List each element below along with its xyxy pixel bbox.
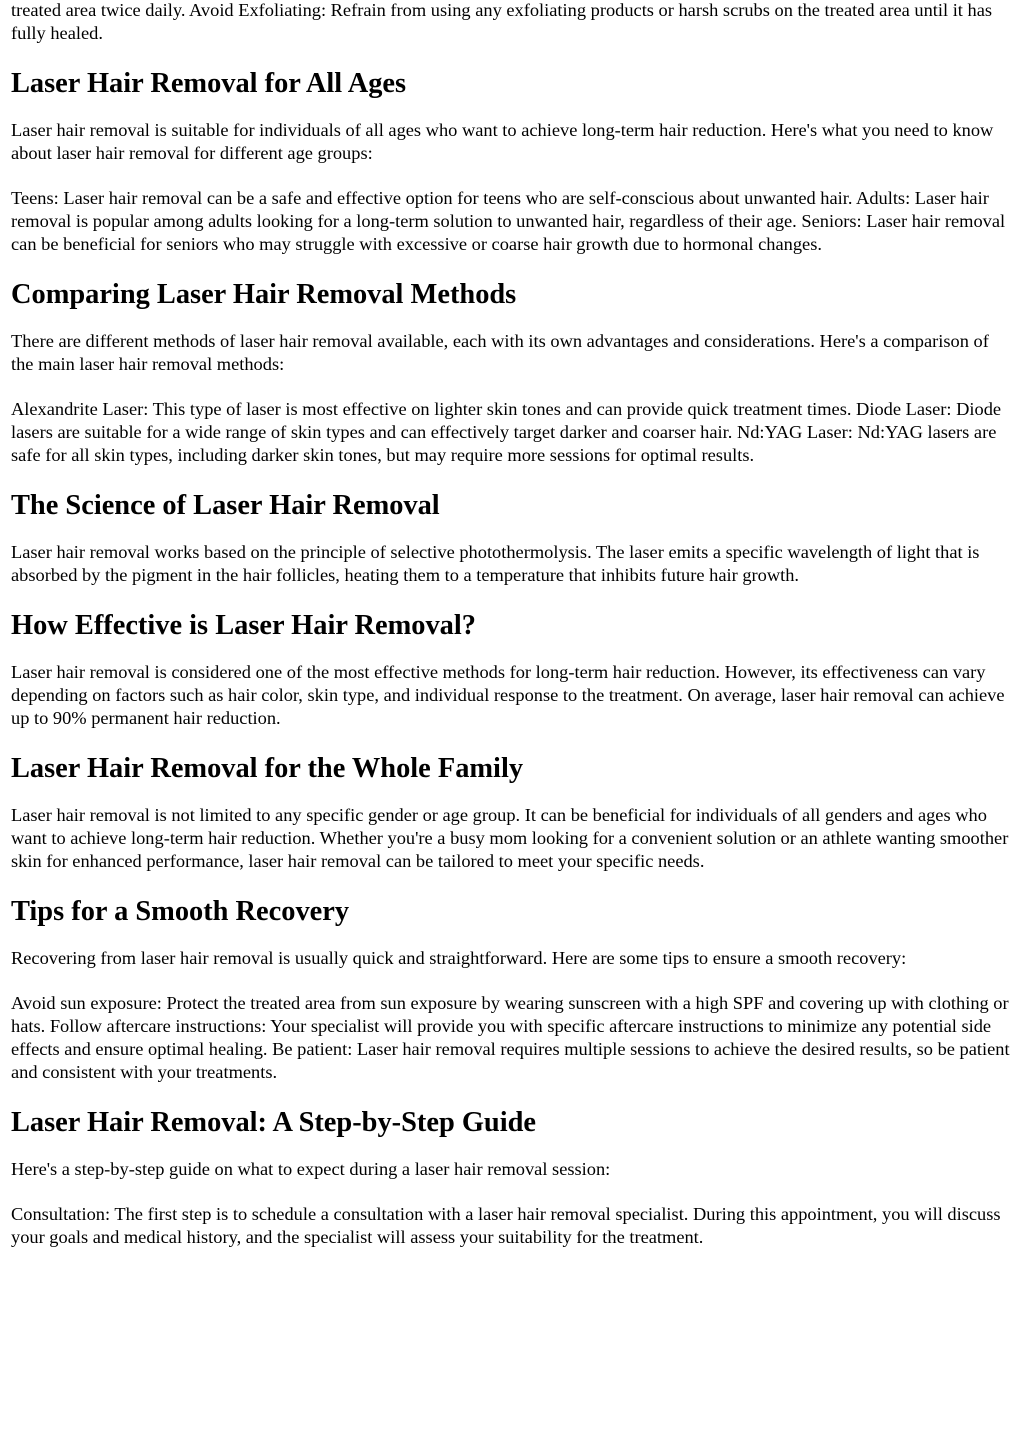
section-paragraph: Laser hair removal works based on the principle of selective photothermolysis. The laser emits a specific wavelength of light that is absorbed by the pigment in the hair follicles, heating them to a temperature that inhibits future hair growth. [11,542,980,585]
section-all-ages [11,67,1013,256]
section-science [11,489,1013,587]
section-effectiveness [11,609,1013,730]
section-whole-family [11,752,1013,873]
section-heading: How Effective is Laser Hair Removal? [11,610,476,641]
section-paragraph: Teens: Laser hair removal can be a safe and effective option for teens who are self-conscious about unwanted hair. Adults: Laser hair removal is popular among adults looking for a long-term solution to unwanted hair, regardless of their age. Seniors: Laser hair removal can be beneficial for seniors who may struggle with excessive or coarse hair growth due to hormonal changes. [11,188,1006,254]
section-heading: Laser Hair Removal: A Step-by-Step Guide [11,1107,536,1138]
section-paragraph: Consultation: The first step is to schedule a consultation with a laser hair removal specialist. During this appointment, you will discuss your goals and medical history, and the specialist will assess your suitability for the treatment. [11,1204,1001,1247]
section-recovery-tips [11,895,1013,1084]
section-step-by-step [11,1106,1013,1249]
intro-paragraph: treated area twice daily. Avoid Exfoliating: Refrain from using any exfoliating products or harsh scrubs on the treated area until it has fully healed. [11,0,993,43]
section-paragraph: Recovering from laser hair removal is usually quick and straightforward. Here are some tips to ensure a smooth recovery: [11,948,907,968]
section-paragraph: Alexandrite Laser: This type of laser is most effective on lighter skin tones and can provide quick treatment times. Diode Laser: Diode lasers are suitable for a wide range of skin types and can effectively target darker and coarser hair. Nd:YAG Laser: Nd:YAG lasers are safe for all skin types, including darker skin tones, but may require more sessions for optimal results. [11,399,1002,465]
section-heading: Comparing Laser Hair Removal Methods [11,279,517,310]
section-paragraph: Here's a step-by-step guide on what to expect during a laser hair removal session: [11,1159,611,1179]
section-heading: Laser Hair Removal for All Ages [11,68,407,99]
section-heading: Laser Hair Removal for the Whole Family [11,753,524,784]
section-paragraph: Laser hair removal is suitable for individuals of all ages who want to achieve long-term hair reduction. Here's what you need to know about laser hair removal for different age groups: [11,120,994,163]
section-comparing-methods [11,278,1013,467]
section-paragraph: Laser hair removal is not limited to any specific gender or age group. It can be beneficial for individuals of all genders and ages who want to achieve long-term hair reduction. Whether you're a busy mom looking for a convenient solution or an athlete wanting smoother skin for enhanced performance, laser hair removal can be tailored to meet your specific needs. [11,805,1009,871]
section-heading: The Science of Laser Hair Removal [11,490,440,521]
section-paragraph: There are different methods of laser hair removal available, each with its own advantages and considerations. Here's a comparison of the main laser hair removal methods: [11,331,989,374]
section-heading: Tips for a Smooth Recovery [11,896,350,927]
section-paragraph: Laser hair removal is considered one of the most effective methods for long-term hair reduction. However, its effectiveness can vary depending on factors such as hair color, skin type, and individual response to the treatment. On average, laser hair removal can achieve up to 90% permanent hair reduction. [11,662,1005,728]
section-paragraph: Avoid sun exposure: Protect the treated area from sun exposure by wearing sunscreen with a high SPF and covering up with clothing or hats. Follow aftercare instructions: Your specialist will provide you with specific aftercare instructions to minimize any potential side effects and ensure optimal healing. Be patient: Laser hair removal requires multiple sessions to achieve the desired results, so be patient and consistent with your treatments. [11,993,1010,1082]
